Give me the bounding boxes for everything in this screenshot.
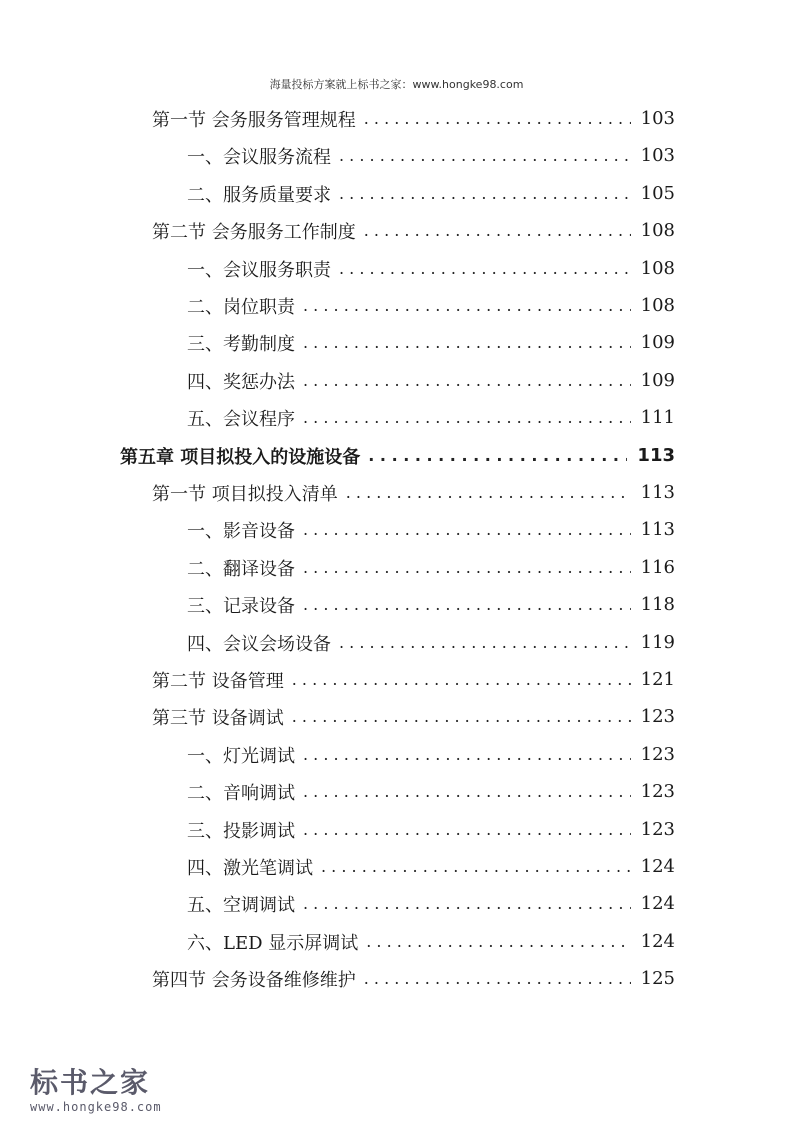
toc-entry-page-number: 121 (640, 669, 675, 690)
toc-entry-page-number: 113 (637, 445, 675, 466)
toc-leader-dots (303, 558, 631, 577)
toc-entry-label: 四、激光笔调试 (187, 857, 313, 879)
toc-leader-dots (346, 483, 631, 502)
footer-logo (30, 1068, 162, 1114)
toc-entry-label: 二、岗位职责 (187, 296, 295, 318)
toc-entry-label: 第四节 会务设备维修维护 (152, 969, 356, 991)
toc-entry[interactable] (187, 511, 675, 548)
toc-entry-page-number: 109 (640, 332, 675, 353)
toc-entry-label: 六、LED 显示屏调试 (187, 932, 359, 954)
toc-entry-page-number: 124 (640, 893, 675, 914)
toc-entry[interactable] (187, 811, 675, 848)
logo-title: 标书之家 (30, 1066, 151, 1099)
toc-entry-label: 二、服务质量要求 (187, 184, 331, 206)
toc-entry-label: 三、考勤制度 (187, 333, 295, 355)
toc-entry-label: 三、记录设备 (187, 595, 295, 617)
toc-entry[interactable] (187, 773, 675, 810)
toc-leader-dots (292, 670, 631, 689)
toc-entry-label: 第三节 设备调试 (152, 707, 284, 729)
toc-entry[interactable] (187, 549, 675, 586)
toc-entry-label: 五、空调调试 (187, 894, 295, 916)
toc-leader-dots (364, 109, 631, 128)
toc-entry-label: 一、灯光调试 (187, 745, 295, 767)
toc-entry-label: 第二节 会务服务工作制度 (152, 221, 356, 243)
toc-leader-dots (303, 408, 631, 427)
toc-entry[interactable] (187, 399, 675, 436)
toc-leader-dots (366, 932, 630, 951)
toc-leader-dots (292, 707, 631, 726)
toc-entry-label: 一、影音设备 (187, 520, 295, 542)
toc-entry-page-number: 118 (640, 594, 675, 615)
toc-entry-label: 一、会议服务职责 (187, 259, 331, 281)
toc-entry-label: 五、会议程序 (187, 408, 295, 430)
toc-entry[interactable] (187, 885, 675, 922)
toc-leader-dots (321, 857, 631, 876)
toc-entry-page-number: 123 (640, 744, 675, 765)
toc-entry-label: 第一节 会务服务管理规程 (152, 109, 356, 131)
toc-entry[interactable] (187, 848, 675, 885)
toc-entry[interactable] (187, 175, 675, 212)
toc-entry-page-number: 108 (640, 295, 675, 316)
toc-entry-page-number: 124 (640, 931, 675, 952)
toc-entry[interactable] (187, 362, 675, 399)
toc-entry[interactable] (152, 474, 675, 511)
toc-entry-page-number: 125 (640, 968, 675, 989)
toc-leader-dots (303, 894, 631, 913)
toc-entry-page-number: 119 (640, 632, 675, 653)
toc-leader-dots (303, 820, 631, 839)
toc-entry-page-number: 111 (640, 407, 675, 428)
toc-entry[interactable] (152, 100, 675, 137)
toc-leader-dots (368, 446, 627, 465)
toc-entry[interactable] (120, 437, 675, 474)
toc-entry-page-number: 113 (640, 482, 675, 503)
toc-entry[interactable] (152, 212, 675, 249)
toc-entry-page-number: 103 (640, 145, 675, 166)
toc-entry-page-number: 105 (640, 183, 675, 204)
toc-entry[interactable] (152, 661, 675, 698)
toc-entry[interactable] (187, 324, 675, 361)
toc-entry-label: 二、音响调试 (187, 782, 295, 804)
toc-leader-dots (303, 296, 631, 315)
toc-entry-label: 二、翻译设备 (187, 558, 295, 580)
toc-entry-label: 一、会议服务流程 (187, 146, 331, 168)
toc-entry[interactable] (152, 960, 675, 997)
toc-entry[interactable] (187, 287, 675, 324)
logo-url: www.hongke98.com (30, 1100, 162, 1114)
toc-leader-dots (303, 333, 631, 352)
toc-entry[interactable] (187, 586, 675, 623)
toc-entry-label: 第一节 项目拟投入清单 (152, 483, 338, 505)
toc-entry[interactable] (187, 137, 675, 174)
toc-entry[interactable] (187, 923, 675, 960)
toc-leader-dots (339, 146, 631, 165)
toc-entry-page-number: 116 (640, 557, 675, 578)
page-header: 海量投标方案就上标书之家：www.hongke98.com (269, 78, 524, 91)
toc-leader-dots (303, 782, 631, 801)
toc-leader-dots (339, 633, 631, 652)
toc-entry-page-number: 123 (640, 819, 675, 840)
toc-entry[interactable] (152, 698, 675, 735)
toc-leader-dots (303, 520, 631, 539)
toc-leader-dots (364, 969, 631, 988)
toc-entry-page-number: 109 (640, 370, 675, 391)
toc-entry-page-number: 123 (640, 706, 675, 727)
toc-entry-label: 第二节 设备管理 (152, 670, 284, 692)
toc-leader-dots (303, 745, 631, 764)
toc-entry-label: 四、会议会场设备 (187, 633, 331, 655)
toc-entry-page-number: 113 (640, 519, 675, 540)
toc-leader-dots (339, 259, 631, 278)
toc-entry-label: 四、奖惩办法 (187, 371, 295, 393)
toc-entry-page-number: 108 (640, 258, 675, 279)
toc-entry-page-number: 108 (640, 220, 675, 241)
toc-leader-dots (339, 184, 631, 203)
toc-entry[interactable] (187, 624, 675, 661)
toc-entry-page-number: 124 (640, 856, 675, 877)
toc-entry-page-number: 103 (640, 108, 675, 129)
toc-leader-dots (364, 221, 631, 240)
toc-entry-label: 第五章 项目拟投入的设施设备 (120, 446, 361, 468)
toc-entry[interactable] (187, 736, 675, 773)
toc-entry-label: 三、投影调试 (187, 820, 295, 842)
toc-entry[interactable] (187, 250, 675, 287)
toc-entry-page-number: 123 (640, 781, 675, 802)
toc-leader-dots (303, 371, 631, 390)
toc-leader-dots (303, 595, 631, 614)
